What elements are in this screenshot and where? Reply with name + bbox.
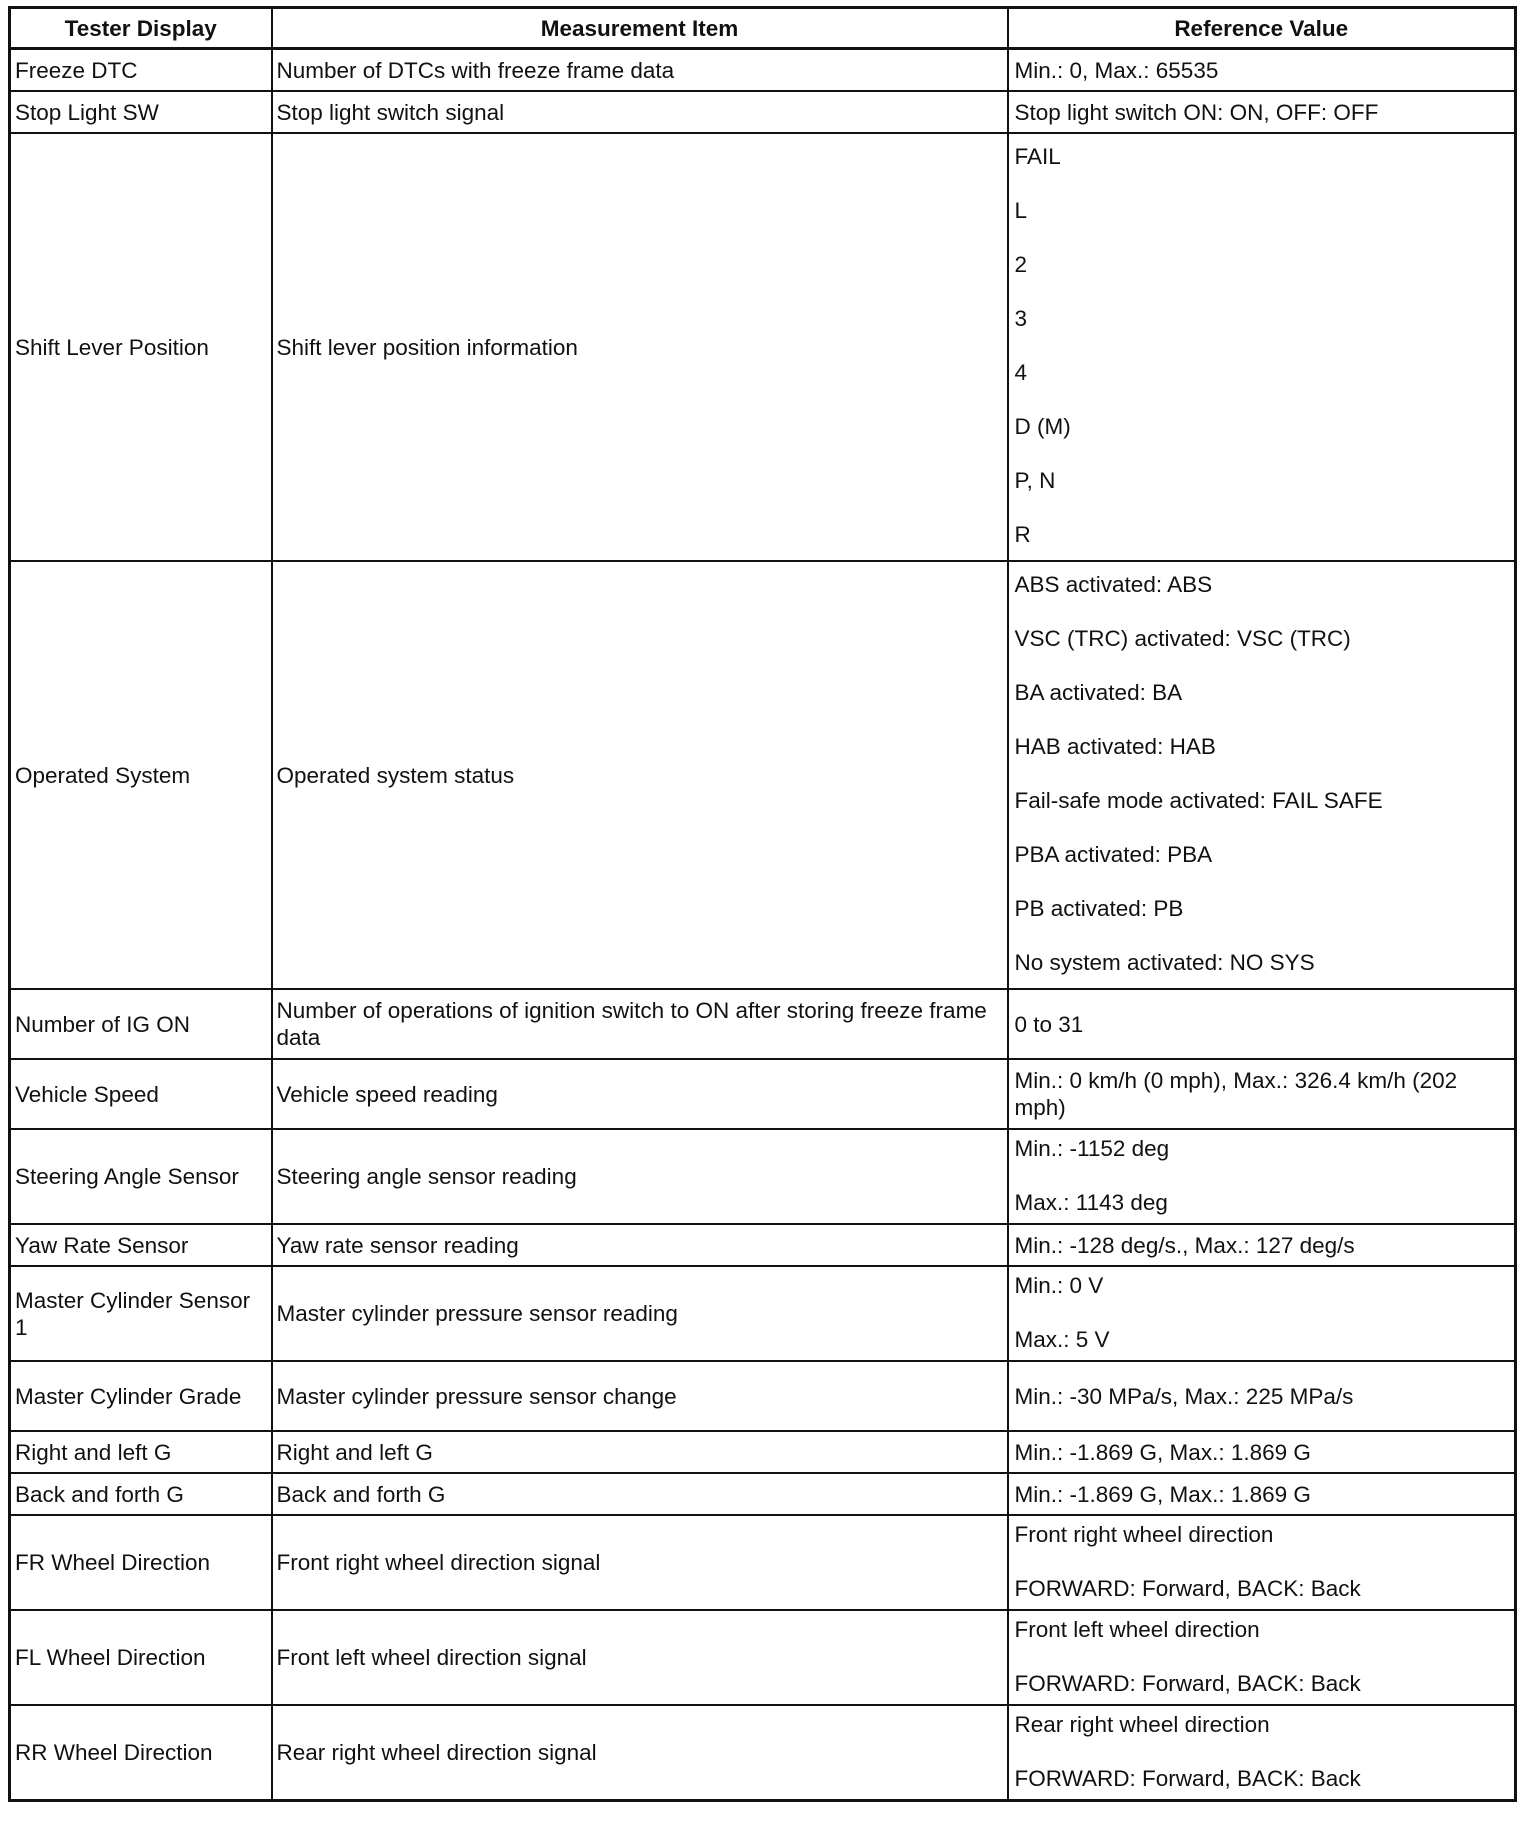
header-reference-value: Reference Value: [1008, 8, 1516, 49]
reference-value-cell: [1008, 1610, 1516, 1705]
reference-line: BA activated: BA: [1014, 680, 1183, 705]
table-row: [10, 1610, 1516, 1705]
tester-display-cell: Master Cylinder Grade: [10, 1361, 272, 1431]
measurement-item-cell: Shift lever position information: [272, 133, 1008, 561]
reference-line: Front right wheel direction: [1014, 1521, 1274, 1547]
measurement-item-cell: Front right wheel direction signal: [272, 1515, 1008, 1610]
table-row: [10, 1431, 1516, 1473]
tester-display-cell: Steering Angle Sensor: [10, 1129, 272, 1224]
table-row: [10, 989, 1516, 1059]
measurement-item-cell: Steering angle sensor reading: [272, 1129, 1008, 1224]
measurement-item-cell: Rear right wheel direction signal: [272, 1705, 1008, 1801]
table-row: [10, 1129, 1516, 1224]
reference-line: 3: [1014, 306, 1028, 331]
measurement-item-cell: Vehicle speed reading: [272, 1059, 1008, 1129]
data-table: [8, 6, 1517, 1802]
table-row: [10, 1705, 1516, 1801]
measurement-item-cell: Master cylinder pressure sensor reading: [272, 1266, 1008, 1361]
reference-line: FAIL: [1014, 144, 1061, 169]
tester-display-cell: FL Wheel Direction: [10, 1610, 272, 1705]
reference-line: Min.: -1152 deg: [1014, 1135, 1170, 1161]
tester-display-cell: Yaw Rate Sensor: [10, 1224, 272, 1266]
reference-line: PBA activated: PBA: [1014, 842, 1213, 867]
reference-value-cell: Min.: -1.869 G, Max.: 1.869 G: [1008, 1431, 1516, 1473]
reference-line: FORWARD: Forward, BACK: Back: [1014, 1765, 1361, 1791]
tester-display-cell: FR Wheel Direction: [10, 1515, 272, 1610]
reference-value-cell: [1008, 561, 1516, 989]
measurement-item-cell: Stop light switch signal: [272, 91, 1008, 133]
tester-display-cell: Stop Light SW: [10, 91, 272, 133]
table-row: [10, 91, 1516, 133]
reference-line: Rear right wheel direction: [1014, 1711, 1270, 1737]
table-row: [10, 1059, 1516, 1129]
reference-line: 2: [1014, 252, 1028, 277]
tester-display-cell: RR Wheel Direction: [10, 1705, 272, 1801]
table-row: [10, 561, 1516, 989]
reference-value-cell: [1008, 1515, 1516, 1610]
reference-line: PB activated: PB: [1014, 896, 1184, 921]
reference-value-cell: Min.: -1.869 G, Max.: 1.869 G: [1008, 1473, 1516, 1515]
tester-display-cell: Vehicle Speed: [10, 1059, 272, 1129]
reference-value-cell: Min.: -128 deg/s., Max.: 127 deg/s: [1008, 1224, 1516, 1266]
reference-line: FORWARD: Forward, BACK: Back: [1014, 1575, 1361, 1601]
reference-value-cell: [1008, 1266, 1516, 1361]
measurement-item-cell: Front left wheel direction signal: [272, 1610, 1008, 1705]
reference-line: Min.: 0 V: [1014, 1272, 1104, 1298]
reference-line: 4: [1014, 360, 1028, 385]
tester-display-cell: Operated System: [10, 561, 272, 989]
reference-line: Fail-safe mode activated: FAIL SAFE: [1014, 788, 1383, 813]
tester-display-cell: Shift Lever Position: [10, 133, 272, 561]
reference-line: Front left wheel direction: [1014, 1616, 1260, 1642]
reference-line: D (M): [1014, 414, 1071, 439]
reference-value-cell: [1008, 133, 1516, 561]
measurement-item-cell: Back and forth G: [272, 1473, 1008, 1515]
reference-line: P, N: [1014, 468, 1056, 493]
measurement-item-cell: Operated system status: [272, 561, 1008, 989]
table-row: [10, 133, 1516, 561]
reference-line: HAB activated: HAB: [1014, 734, 1216, 759]
tester-display-cell: Right and left G: [10, 1431, 272, 1473]
measurement-item-cell: Master cylinder pressure sensor change: [272, 1361, 1008, 1431]
tester-display-cell: Master Cylinder Sensor 1: [10, 1266, 272, 1361]
reference-line: ABS activated: ABS: [1014, 572, 1213, 597]
reference-value-cell: Min.: 0, Max.: 65535: [1008, 49, 1516, 92]
table-row: [10, 1515, 1516, 1610]
reference-value-cell: [1008, 1705, 1516, 1801]
header-row: [10, 8, 1516, 49]
measurement-item-cell: Number of DTCs with freeze frame data: [272, 49, 1008, 92]
measurement-item-cell: Number of operations of ignition switch to ON after storing freeze frame data: [272, 989, 1008, 1059]
table-row: [10, 49, 1516, 92]
table-row: [10, 1266, 1516, 1361]
reference-value-cell: [1008, 1129, 1516, 1224]
tester-display-cell: Back and forth G: [10, 1473, 272, 1515]
reference-value-cell: Min.: 0 km/h (0 mph), Max.: 326.4 km/h (202 mph): [1008, 1059, 1516, 1129]
reference-line: FORWARD: Forward, BACK: Back: [1014, 1670, 1361, 1696]
tester-display-cell: Freeze DTC: [10, 49, 272, 92]
reference-value-cell: Stop light switch ON: ON, OFF: OFF: [1008, 91, 1516, 133]
table-row: [10, 1361, 1516, 1431]
reference-line: No system activated: NO SYS: [1014, 950, 1315, 975]
header-tester-display: Tester Display: [10, 8, 272, 49]
reference-line: VSC (TRC) activated: VSC (TRC): [1014, 626, 1351, 651]
measurement-item-cell: Yaw rate sensor reading: [272, 1224, 1008, 1266]
reference-value-cell: Min.: -30 MPa/s, Max.: 225 MPa/s: [1008, 1361, 1516, 1431]
reference-value-cell: 0 to 31: [1008, 989, 1516, 1059]
reference-line: Max.: 1143 deg: [1014, 1189, 1168, 1215]
tester-display-cell: Number of IG ON: [10, 989, 272, 1059]
reference-line: L: [1014, 198, 1028, 223]
measurement-item-cell: Right and left G: [272, 1431, 1008, 1473]
table-row: [10, 1473, 1516, 1515]
table-row: [10, 1224, 1516, 1266]
reference-line: Max.: 5 V: [1014, 1326, 1110, 1352]
header-measurement-item: Measurement Item: [272, 8, 1008, 49]
reference-line: R: [1014, 522, 1031, 547]
